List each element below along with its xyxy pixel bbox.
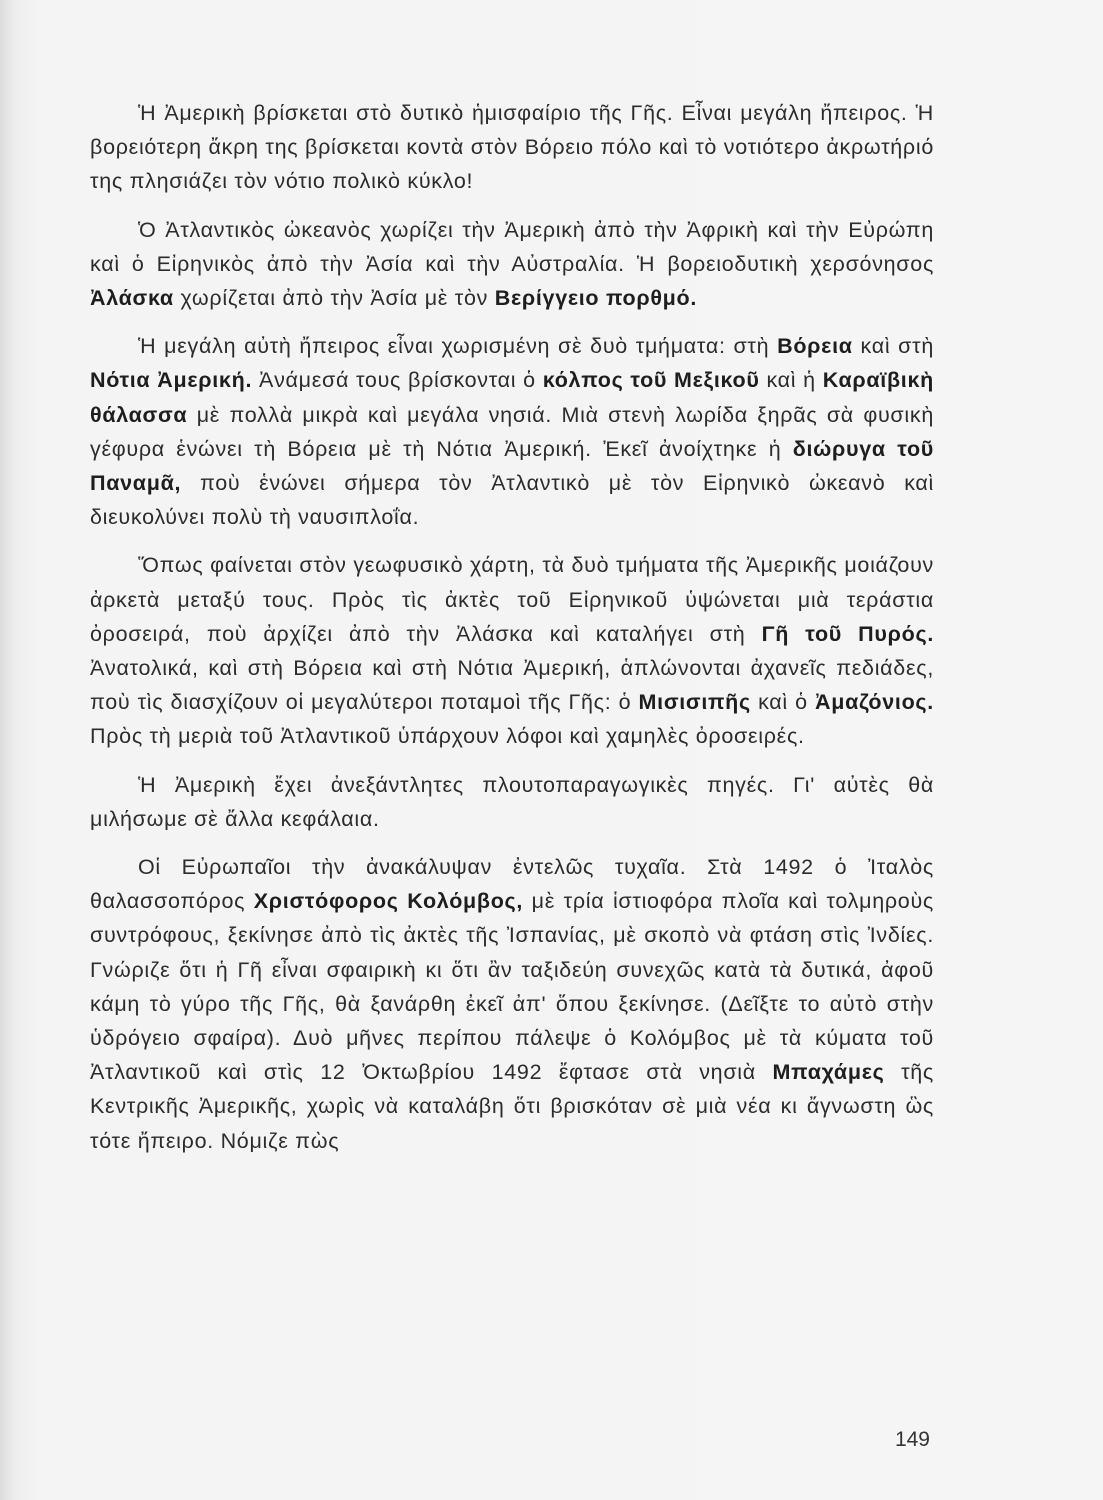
text-run: ποὺ ἑνώνει σήμερα τὸν Ἀτλαντικὸ μὲ τὸν Εἰρηνικὸ ὠκεανὸ καὶ διευκολύνει πολὺ τὴ ναυσιπλοΐα.	[90, 471, 934, 530]
text-run: μὲ πολλὰ μικρὰ καὶ μεγάλα νησιά. Μιὰ στενὴ λωρίδα ξηρᾶς σὰ φυσικὴ γέφυρα ἑνώνει τὴ Βόρεια μὲ τὴ Νότια Ἀμερική. Ἐκεῖ ἀνοίχτηκε ἡ	[90, 402, 934, 461]
bold-term: κόλπος τοῦ Μεξικοῦ	[542, 368, 760, 393]
bold-term: διώρυγα τοῦ Παναμᾶ,	[90, 436, 934, 496]
text-run: Ὁ Ἀτλαντικὸς ὠκεανὸς χωρίζει τὴν Ἀμερικὴ ἀπὸ τὴν Ἀφρικὴ καὶ τὴν Εὐρώπη καὶ ὁ Εἰρηνικὸς ἀπὸ τὴν Ἀσία καὶ τὴν Αὐστραλία. Ἡ βορειοδυτικὴ χερσόνησος	[90, 217, 934, 276]
paragraph	[90, 96, 934, 199]
paragraph	[90, 548, 934, 753]
text-run: Ἡ Ἀμερικὴ ἔχει ἀνεξάντλητες πλουτοπαραγωγικὲς πηγές. Γι' αὐτὲς θὰ μιλήσωμε σὲ ἄλλα κεφάλαια.	[90, 772, 934, 831]
text-run: Ἡ μεγάλη αὐτὴ ἤπειρος εἶναι χωρισμένη σὲ δυὸ τμήματα: στὴ	[138, 334, 778, 359]
text-run: καὶ στὴ	[852, 334, 934, 359]
bold-term: Μπαχάμες	[772, 1060, 885, 1085]
paragraph	[90, 768, 934, 836]
text-run: Ἡ Ἀμερικὴ βρίσκεται στὸ δυτικὸ ἡμισφαίριο τῆς Γῆς. Εἶναι μεγάλη ἤπειρος. Ἡ βορειότερη ἄκρη της βρίσκεται κοντὰ στὸν Βόρειο πόλο καὶ τὸ νοτιότερο ἀκρωτήριό της πλησιάζει τὸν νότιο πολικὸ κύκλο!	[90, 101, 934, 194]
text-run: Ἀνατολικά, καὶ στὴ Βόρεια καὶ στὴ Νότια Ἀμερική, ἁπλώνονται ἀχανεῖς πεδιάδες, ποὺ τὶς διασχίζουν οἱ μεγαλύτεροι ποταμοὶ τῆς Γῆς: ὁ	[90, 656, 934, 715]
bold-term: Μισισιπῆς	[638, 690, 751, 715]
text-run: Πρὸς τὴ μεριὰ τοῦ Ἀτλαντικοῦ ὑπάρχουν λόφοι καὶ χαμηλὲς ὀροσειρές.	[90, 724, 805, 749]
text-run: καὶ ἡ	[759, 368, 823, 393]
text-run: χωρίζεται ἀπὸ τὴν Ἀσία μὲ τὸν	[173, 286, 495, 311]
paragraph	[90, 329, 934, 534]
bold-term: Βερίγγειο πορθμό.	[494, 286, 698, 311]
bold-term: Χριστόφορος Κολόμβος,	[253, 889, 524, 914]
body-text	[90, 96, 934, 1172]
bold-term: Καραϊβικὴ θάλασσα	[90, 368, 934, 427]
page-number: 149	[894, 1428, 930, 1451]
bold-term: Ἀλάσκα	[90, 286, 174, 311]
text-run: καὶ ὁ	[750, 690, 816, 715]
text-run: τῆς Κεντρικῆς Ἀμερικῆς, χωρὶς νὰ καταλάβη ὅτι βρισκόταν σὲ μιὰ νέα κι ἄγνωστη ὣς τότε ἤπειρο. Νόμιζε πὼς	[90, 1060, 934, 1153]
text-run: Ἀνάμεσά τους βρίσκονται ὁ	[252, 368, 543, 393]
bold-term: Βόρεια	[777, 334, 853, 359]
paragraph	[90, 213, 934, 316]
text-run: Οἱ Εὐρωπαῖοι τὴν ἀνακάλυψαν ἐντελῶς τυχαῖα. Στὰ 1492 ὁ Ἰταλὸς θαλασσοπόρος	[90, 855, 934, 914]
text-run: μὲ τρία ἱστιοφόρα πλοῖα καὶ τολμηροὺς συντρόφους, ξεκίνησε ἀπὸ τὶς ἀκτὲς τῆς Ἰσπανίας, μὲ σκοπὸ νὰ φτάση στὶς Ἰνδίες. Γνώριζε ὅτι ἡ Γῆ εἶναι σφαιρικὴ κι ὅτι ἂν ταξιδεύη συνεχῶς κατὰ τὰ δυτικά, ἀφοῦ κάμη τὸ γύρο τῆς Γῆς, θὰ ξανάρθη ἐκεῖ ἀπ' ὅπου ξεκίνησε. (Δεῖξτε το αὐτὸ στὴν ὑδρόγειο σφαίρα). Δυὸ μῆνες περίπου πάλεψε ὁ Κολόμβος μὲ τὰ κύματα τοῦ Ἀτλαντικοῦ καὶ στὶς 12 Ὀκτωβρίου 1492 ἔφτασε στὰ νησιὰ	[90, 889, 934, 1085]
text-run: Ὅπως φαίνεται στὸν γεωφυσικὸ χάρτη, τὰ δυὸ τμήματα τῆς Ἀμερικῆς μοιάζουν ἀρκετὰ μεταξύ τους. Πρὸς τὶς ἀκτὲς τοῦ Εἰρηνικοῦ ὑψώνεται μιὰ τεράστια ὀροσειρά, ποὺ ἀρχίζει ἀπὸ τὴν Ἀλάσκα καὶ καταλήγει στὴ	[90, 553, 934, 646]
paragraph	[90, 850, 934, 1158]
bold-term: Ἀμαζόνιος.	[815, 690, 934, 715]
bold-term: Γῆ τοῦ Πυρός.	[761, 621, 935, 646]
bold-term: Νότια Ἀμερική.	[90, 368, 253, 393]
